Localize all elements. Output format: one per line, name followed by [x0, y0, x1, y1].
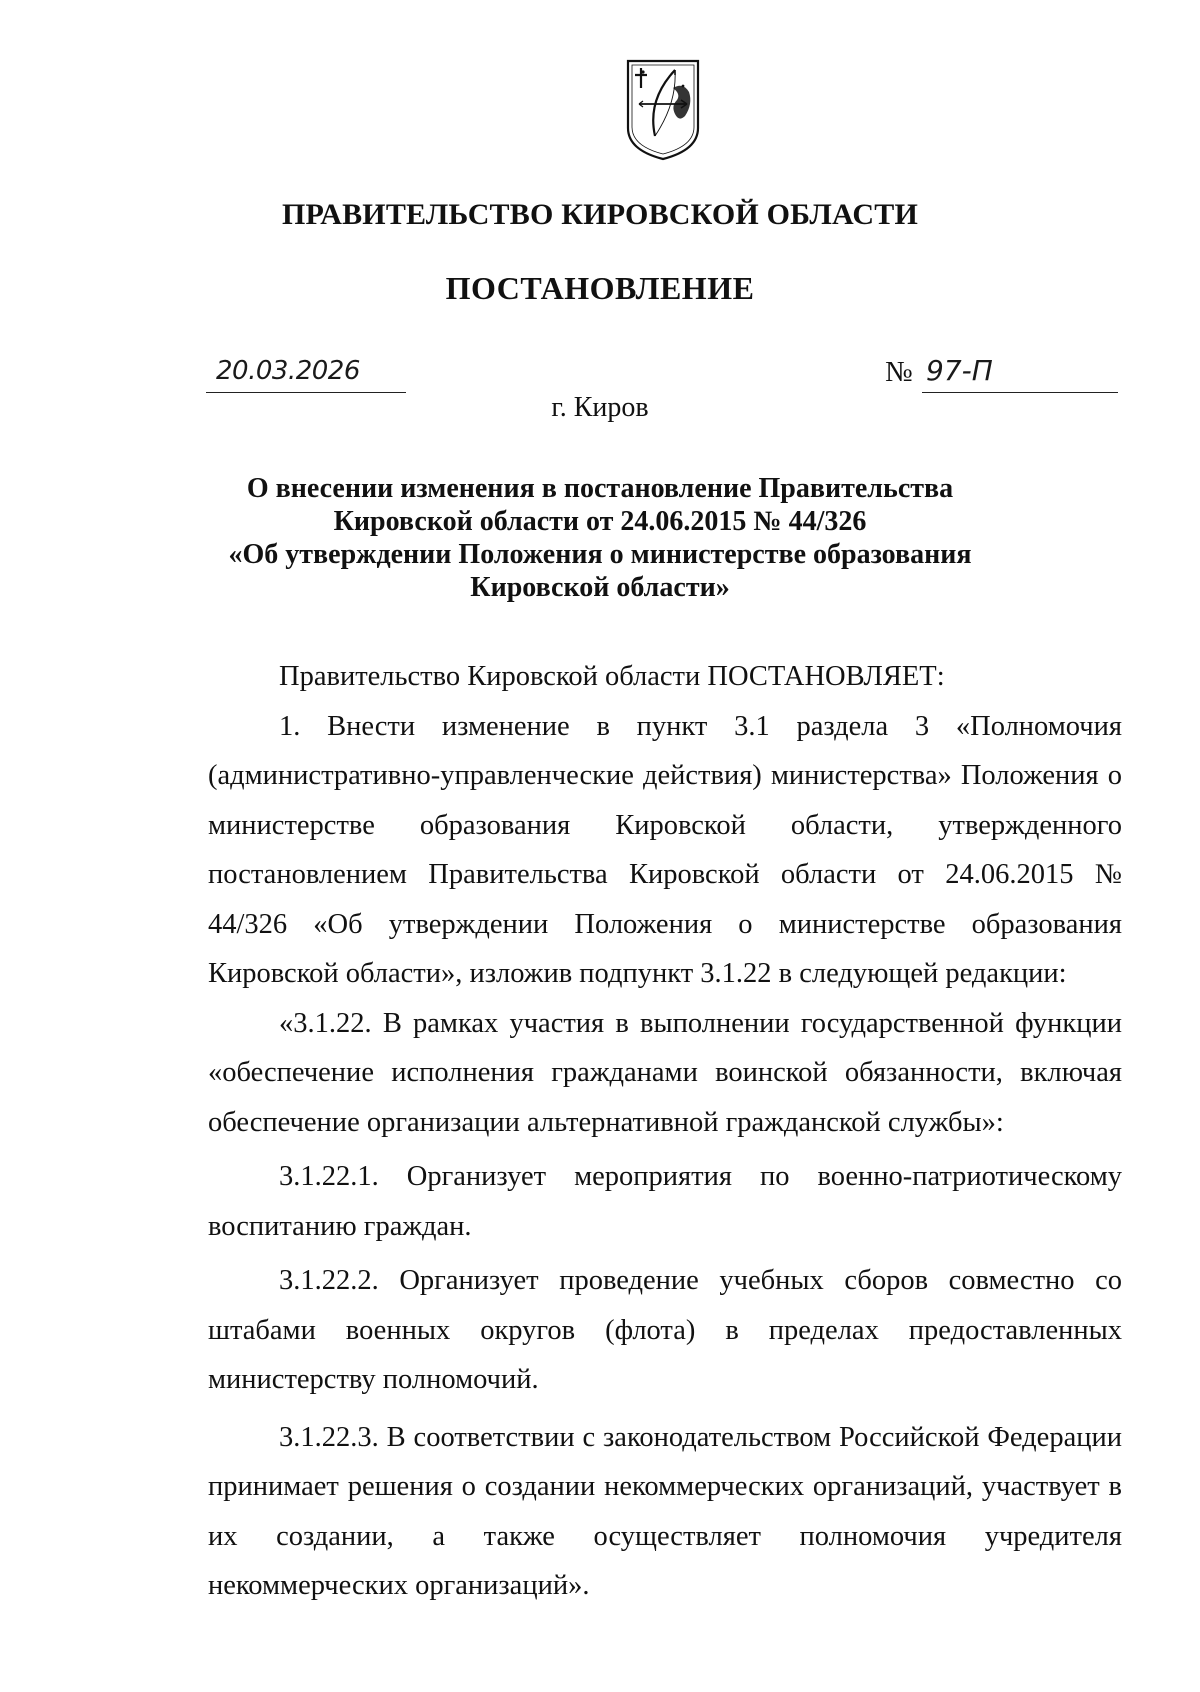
kirov-coat-of-arms-icon: [625, 58, 701, 162]
document-type: ПОСТАНОВЛЕНИЕ: [445, 270, 755, 306]
body-paragraph: 1. Внести изменение в пункт 3.1 раздела 3 «Полномочия (административно-управленческие действия) министерства» Положения о министерстве образования Кировской области, утвержденного постановлением Правительства Кировской области от 24.06.2015 № 44/326 «Об утверждении Положения о министерстве образования Кировской области», изложив подпункт 3.1.22 в следующей редакции:: [208, 710, 1122, 989]
document-date: 20.03.2026: [216, 356, 360, 386]
document-number: 97-П: [926, 354, 993, 387]
title-line: Кировской области от 24.06.2015 № 44/326: [333, 506, 867, 537]
document-body: [208, 652, 1122, 1611]
title-line: О внесении изменения в постановление Правительства: [246, 473, 954, 504]
city: г. Киров: [551, 392, 649, 423]
title-line: Кировской области»: [470, 572, 730, 603]
document-title: [180, 472, 1020, 604]
preamble-paragraph: Правительство Кировской области ПОСТАНОВЛЯЕТ:: [279, 661, 945, 692]
body-paragraph: 3.1.22.1. Организует мероприятия по военно-патриотическому воспитанию граждан.: [208, 1161, 1122, 1242]
title-line: «Об утверждении Положения о министерстве образования: [228, 539, 972, 570]
body-paragraph: «3.1.22. В рамках участия в выполнении государственной функции «обеспечение исполнения гражданами воинской обязанности, включая обеспечение организации альтернативной гражданской службы»:: [208, 1007, 1122, 1138]
document-date-field: [206, 358, 406, 393]
document-number-field: [922, 354, 1118, 393]
number-label: №: [885, 356, 913, 388]
body-paragraph: 3.1.22.3. В соответствии с законодательством Российской Федерации принимает решения о создании некоммерческих организаций, участвует в их создании, а также осуществляет полномочия учредителя некоммерческих организаций».: [208, 1421, 1122, 1601]
organization-name: ПРАВИТЕЛЬСТВО КИРОВСКОЙ ОБЛАСТИ: [282, 198, 918, 231]
body-paragraph: 3.1.22.2. Организует проведение учебных сборов совместно со штабами военных округов (флота) в пределах предоставленных министерству полномочий.: [208, 1265, 1122, 1395]
